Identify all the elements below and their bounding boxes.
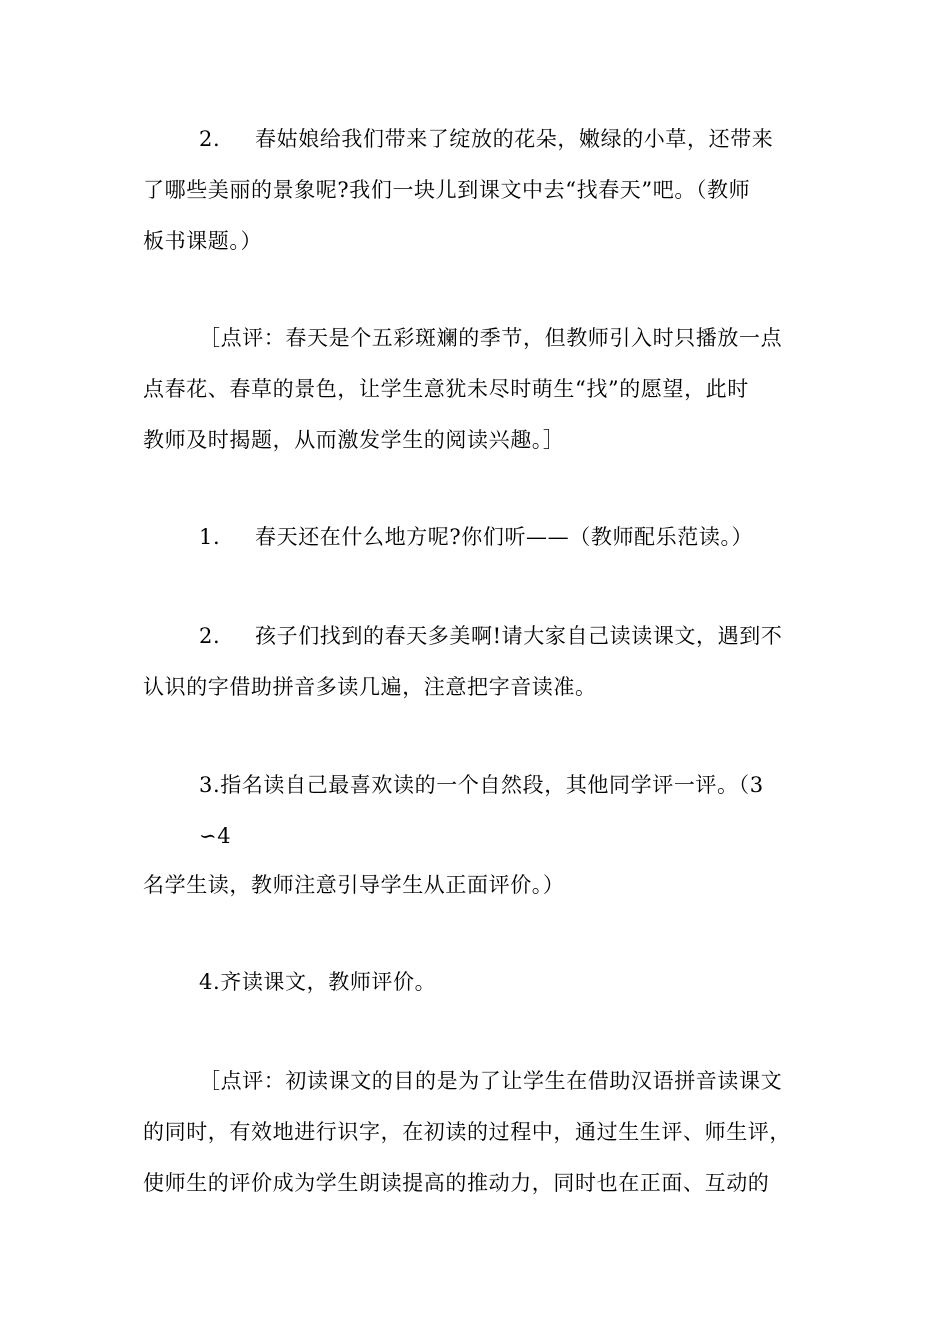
paragraph-5-line-3: 名学生读，教师注意引导学生从正面评价。） [143, 873, 565, 897]
text: 春姑娘给我们带来了绽放的花朵，嫩绿的小草，还带来 [255, 127, 774, 151]
paragraph-5-line-1: 3.指名读自己最喜欢读的一个自然段，其他同学评一评。（3 [199, 773, 764, 797]
paragraph-4-line-2: 认识的字借助拼音多读几遍，注意把字音读准。 [143, 675, 597, 699]
paragraph-6-line-1: 4.齐读课文，教师评价。 [199, 970, 437, 994]
paragraph-1-line-2: 了哪些美丽的景象呢?我们一块儿到课文中去“找春天”吧。（教师 [143, 178, 751, 202]
review-1-line-3: 教师及时揭题，从而激发学生的阅读兴趣。］ [143, 428, 565, 452]
text: 孩子们找到的春天多美啊!请大家自己读读课文，遇到不 [255, 624, 783, 648]
text: 春天还在什么地方呢?你们听——（教师配乐范读。） [255, 525, 754, 549]
paragraph-4-line-1 [199, 621, 782, 651]
list-number: 1. [199, 525, 221, 549]
review-2-line-2: 的同时，有效地进行识字，在初读的过程中，通过生生评、师生评， [143, 1120, 791, 1144]
list-number: 2. [199, 624, 221, 648]
paragraph-1-line-3: 板书课题。） [143, 229, 263, 253]
paragraph-3-line-1 [199, 522, 753, 552]
review-2-line-1: ［点评：初读课文的目的是为了让学生在借助汉语拼音读课文 [199, 1069, 783, 1093]
review-2-line-3: 使师生的评价成为学生朗读提高的推动力，同时也在正面、互动的 [143, 1171, 770, 1195]
paragraph-1-line-1 [199, 124, 773, 154]
review-1-line-2: 点春花、春草的景色，让学生意犹未尽时萌生“找”的愿望，此时 [143, 377, 749, 401]
review-1-line-1: ［点评：春天是个五彩斑斓的季节，但教师引入时只播放一点 [199, 326, 783, 350]
list-number: 2. [199, 127, 221, 151]
paragraph-5-line-2: ∽4 [199, 824, 232, 848]
